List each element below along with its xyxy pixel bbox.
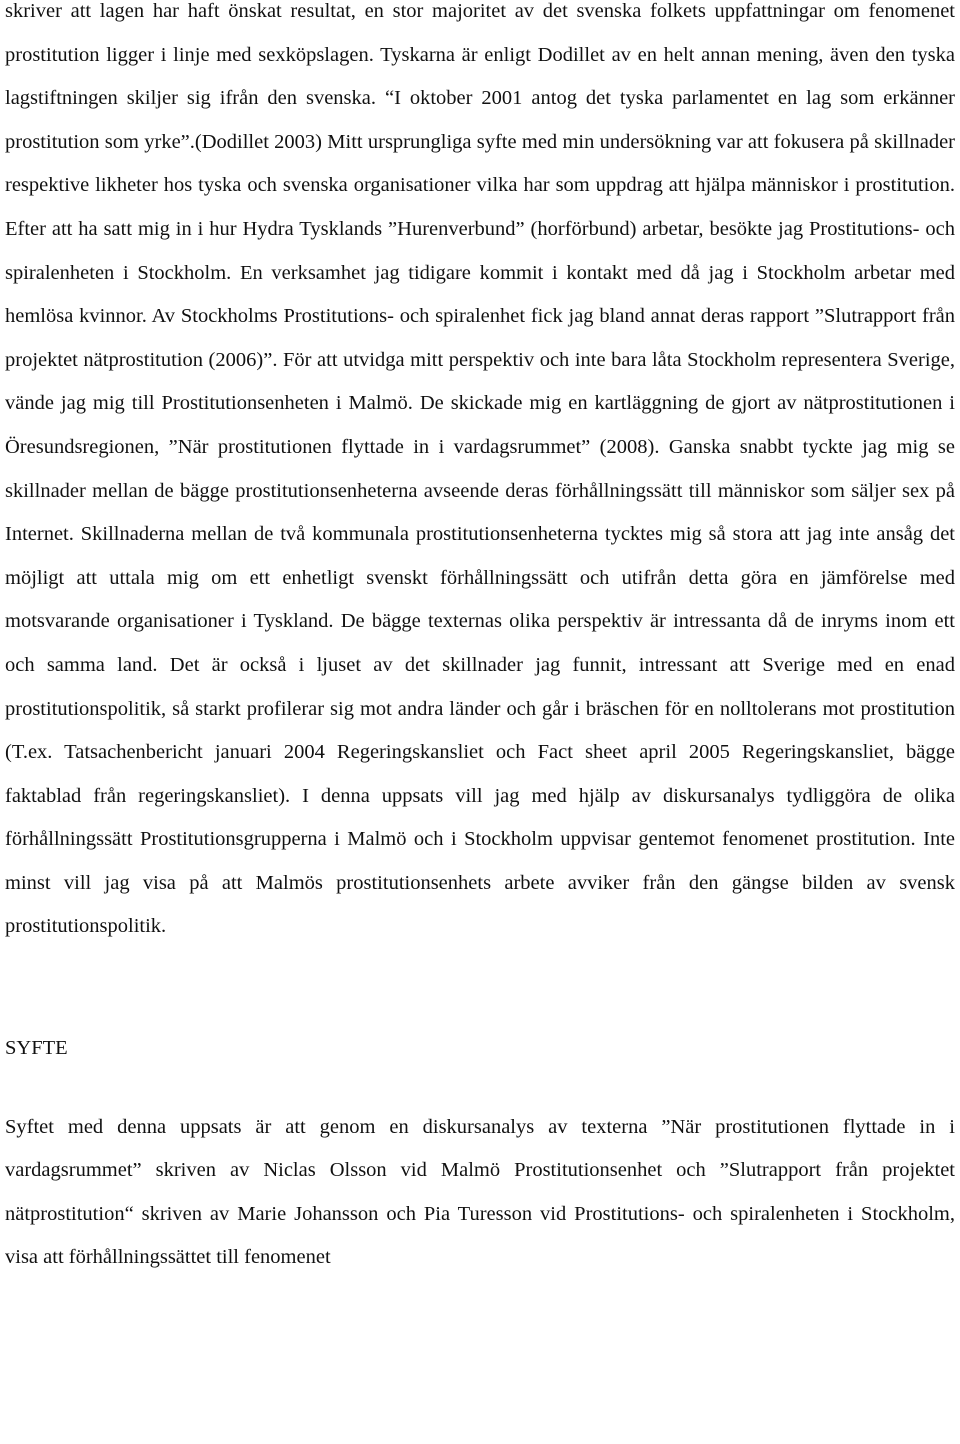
purpose-paragraph: Syftet med denna uppsats är att genom en diskursanalys av texterna ”När prostitutionen flyttade in i vardagsrummet” skriven av Niclas Olsson vid Malmö Prostitutionsenhet och ”Slutrapport från projektet nätprostitution“ skriven av Marie Johansson och Pia Turesson vid Prostitutions- och spiralenheten i Stockholm, visa att förhållningssättet till fenomenet [5, 1115, 955, 1269]
body-paragraph: skriver att lagen har haft önskat resultat, en stor majoritet av det svenska folkets uppfattningar om fenomenet prostitution ligger i linje med sexköpslagen. Tyskarna är enligt Dodillet av en helt annan mening, även den tyska lagstiftningen skiljer sig ifrån den svenska. “I oktober 2001 antog det tyska parlamentet en lag som erkänner prostitution som yrke”.(Dodillet 2003) Mitt ursprungliga syfte med min undersökning var att fokusera på skillnader respektive likheter hos tyska och svenska organisationer vilka har som uppdrag att hjälpa människor i prostitution. Efter att ha satt mig in i hur Hydra Tysklands ”Hurenverbund” (horförbund) arbetar, besökte jag Prostitutions- och spiralenheten i Stockholm. En verksamhet jag tidigare kommit i kontakt med då jag i Stockholm arbetar med hemlösa kvinnor. Av Stockholms Prostitutions- och spiralenhet fick jag bland annat deras rapport ”Slutrapport från projektet nätprostitution (2006)”. För att utvidga mitt perspektiv och inte bara låta Stockholm representera Sverige, vände jag mig till Prostitutionsenheten i Malmö. De skickade mig en kartläggning de gjort av nätprostitutionen i Öresundsregionen, ”När prostitutionen flyttade in i vardagsrummet” (2008). Ganska snabbt tyckte jag mig se skillnader mellan de bägge prostitutionsenheterna avseende deras förhållningssätt till människor som säljer sex på Internet. Skillnaderna mellan de två kommunala prostitutionsenheterna tycktes mig så stora att jag inte ansåg det möjligt att uttala mig om ett enhetligt svenskt förhållningssätt och utifrån detta göra en jämförelse med motsvarande organisationer i Tyskland. De bägge texternas olika perspektiv är intressanta då de inryms inom ett och samma land. Det är också i ljuset av det skillnader jag funnit, intressant att Sverige med en enad prostitutionspolitik, så starkt profilerar sig mot andra länder och går i bräschen för en nolltolerans mot prostitution (T.ex. Tatsachenbericht januari 2004 Regeringskansliet och Fact sheet april 2005 Regeringskansliet, bägge faktablad från regeringskansliet). I denna uppsats vill jag med hjälp av diskursanalys tydliggöra de olika förhållningssätt Prostitutionsgrupperna i Malmö och i Stockholm uppvisar gentemot fenomenet prostitution. Inte minst vill jag visa på att Malmös prostitutionsenhets arbete avviker från den gängse bilden av svensk prostitutionspolitik. [5, 0, 955, 938]
document-page [5, 0, 955, 1280]
section-heading: SYFTE [5, 1037, 68, 1060]
